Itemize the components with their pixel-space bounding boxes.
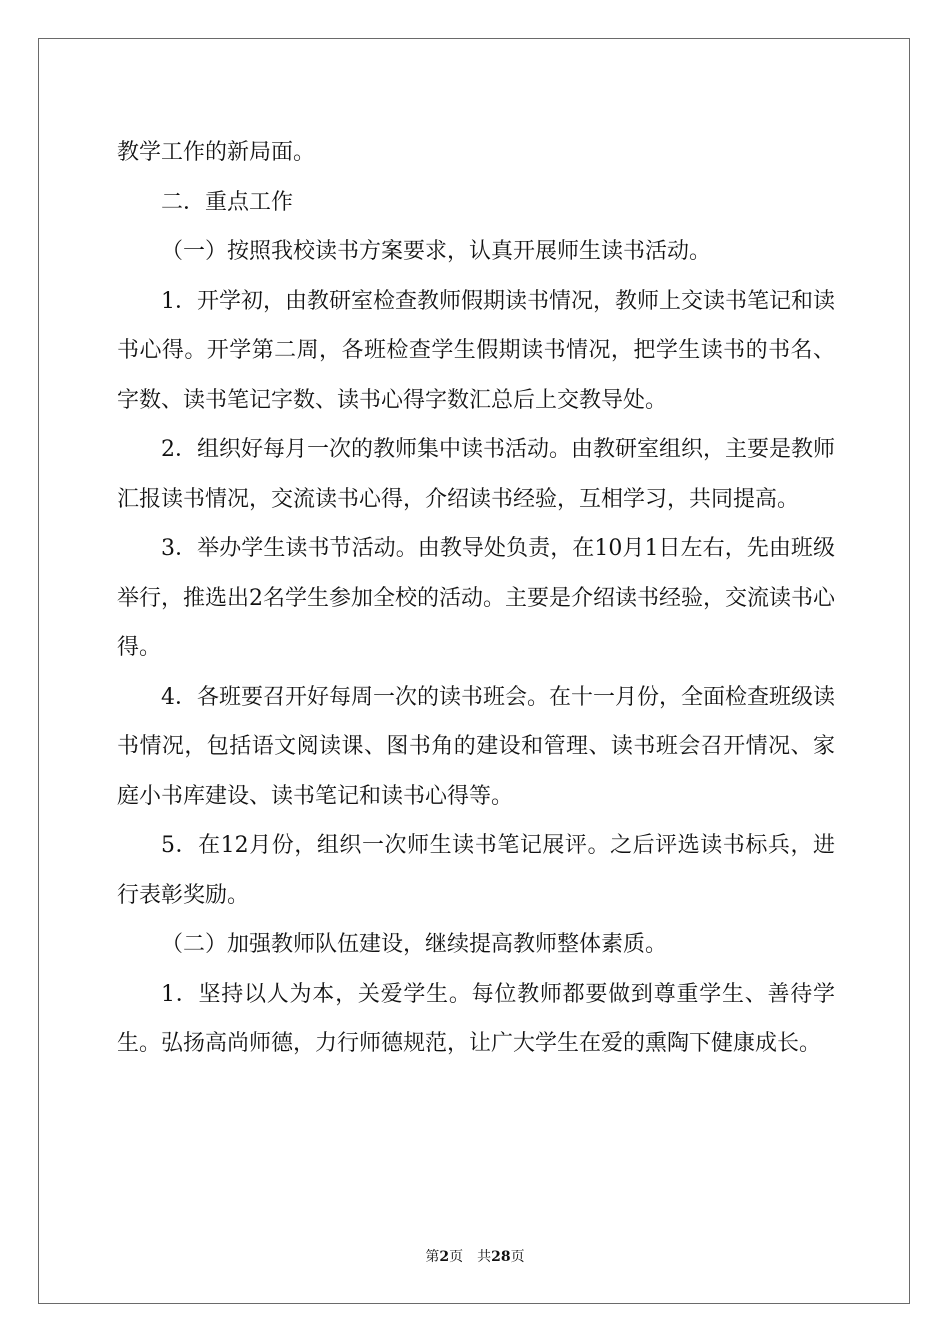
paragraph: 4．各班要召开好每周一次的读书班会。在十一月份，全面检查班级读书情况，包括语文阅读课、图书角的建设和管理、读书班会召开情况、家庭小书库建设、读书笔记和读书心得等。 — [117, 684, 835, 809]
paragraph: 5．在12月份，组织一次师生读书笔记展评。之后评选读书标兵，进行表彰奖励。 — [117, 833, 835, 908]
paragraph: 1．开学初，由教研室检查教师假期读书情况，教师上交读书笔记和读书心得。开学第二周，各班检查学生假期读书情况，把学生读书的书名、字数、读书笔记字数、读书心得字数汇总后上交教导处。 — [117, 288, 835, 413]
subsection-heading: （二）加强教师队伍建设，继续提高教师整体素质。 — [161, 932, 668, 957]
paragraph: 1．坚持以人为本，关爱学生。每位教师都要做到尊重学生、善待学生。弘扬高尚师德，力行师德规范，让广大学生在爱的熏陶下健康成长。 — [117, 981, 835, 1056]
total-pages: 28 — [491, 1249, 511, 1265]
paragraph: 3．举办学生读书节活动。由教导处负责，在10月1日左右，先由班级举行，推选出2名学生参加全校的活动。主要是介绍读书经验，交流读书心得。 — [117, 536, 835, 660]
document-body — [117, 128, 835, 1069]
paragraph-continuation: 教学工作的新局面。 — [117, 140, 316, 165]
page-suffix: 页 — [449, 1249, 464, 1265]
page-footer — [0, 1246, 950, 1266]
total-prefix: 共 — [477, 1249, 492, 1265]
section-heading: 二．重点工作 — [161, 189, 294, 215]
subsection-heading: （一）按照我校读书方案要求，认真开展师生读书活动。 — [161, 239, 712, 264]
total-suffix: 页 — [510, 1249, 525, 1265]
page-prefix: 第 — [425, 1249, 440, 1265]
paragraph: 2．组织好每月一次的教师集中读书活动。由教研室组织，主要是教师汇报读书情况，交流读书心得，介绍读书经验，互相学习，共同提高。 — [117, 437, 835, 512]
page-number: 2 — [439, 1249, 450, 1265]
